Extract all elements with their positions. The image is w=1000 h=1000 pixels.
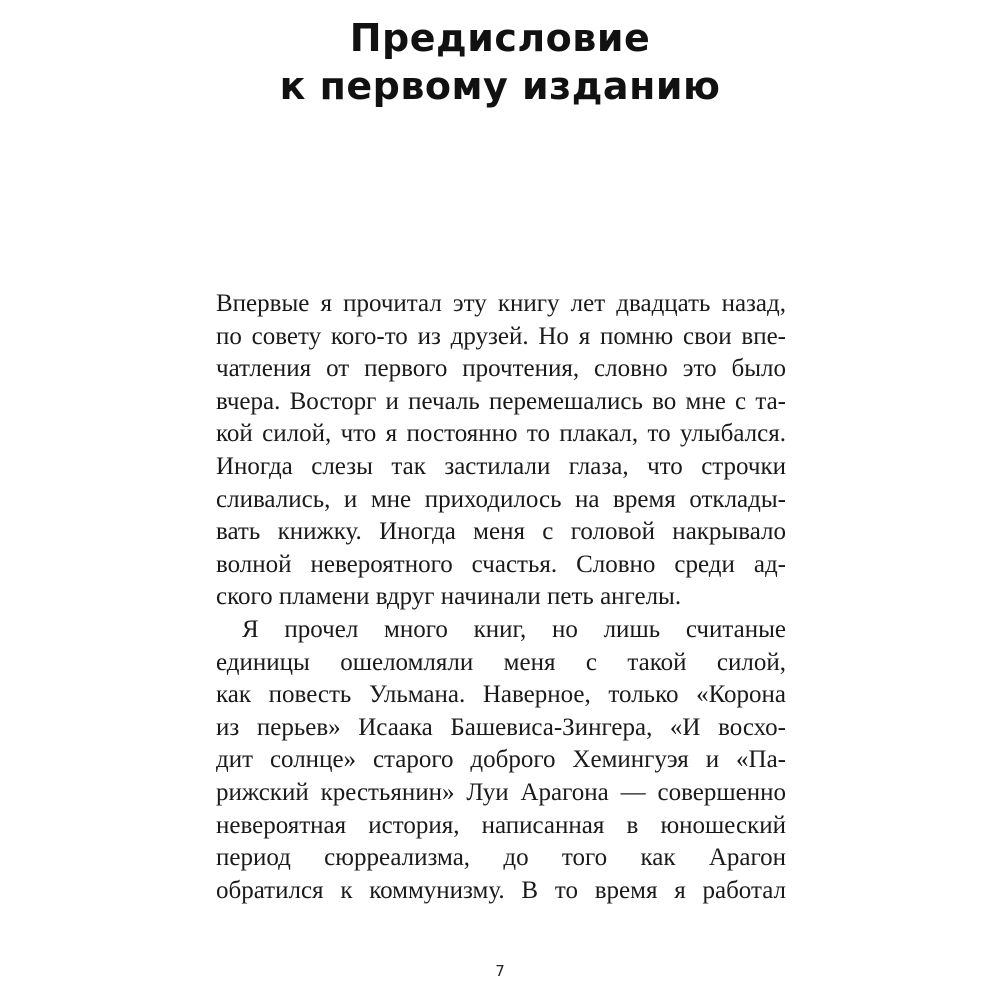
text-line: чатления от первого прочтения, словно это было xyxy=(216,355,786,383)
page-title xyxy=(0,14,1000,110)
text-line: Впервые я прочитал эту книгу лет двадцать назад, xyxy=(216,290,786,317)
text-line: Я прочел много книг, но лишь считаные xyxy=(242,615,786,643)
text-line: Иногда слезы так застилали глаза, что строчки xyxy=(216,452,786,480)
text-line: волной невероятного счастья. Словно среди ад- xyxy=(216,550,786,578)
text-line: рижский крестьянин» Луи Арагона — совершенно xyxy=(216,778,786,806)
text-line: ского пламени вдруг начинали петь ангелы. xyxy=(216,583,682,611)
body-text xyxy=(216,288,786,907)
title-line-1: Предисловие xyxy=(349,16,651,60)
text-line: вать книжку. Иногда меня с головой накрывало xyxy=(216,518,786,546)
text-line: кой силой, что я постоянно то плакал, то улыбался. xyxy=(216,420,786,448)
title-line-2: к первому изданию xyxy=(279,64,721,108)
paragraph-2 xyxy=(216,614,786,907)
text-line: невероятная история, написанная в юношеский xyxy=(216,811,786,839)
text-line: дит солнце» старого доброго Хемингуэя и «Па- xyxy=(216,746,786,774)
text-line: обратился к коммунизму. В то время я работал xyxy=(216,876,786,904)
page-number: 7 xyxy=(495,962,505,980)
text-line: по совету кого-то из друзей. Но я помню свои впе- xyxy=(216,322,786,350)
paragraph-1 xyxy=(216,288,786,614)
text-line: единицы ошеломляли меня с такой силой, xyxy=(216,648,786,676)
text-line: период сюрреализма, до того как Арагон xyxy=(216,844,786,872)
text-line: сливались, и мне приходилось на время отклады- xyxy=(216,485,786,513)
text-line: как повесть Ульмана. Наверное, только «Корона xyxy=(216,681,786,709)
text-line: из перьев» Исаака Башевиса-Зингера, «И восхо- xyxy=(216,713,786,741)
text-line: вчера. Восторг и печаль перемешались во мне с та- xyxy=(216,387,786,415)
